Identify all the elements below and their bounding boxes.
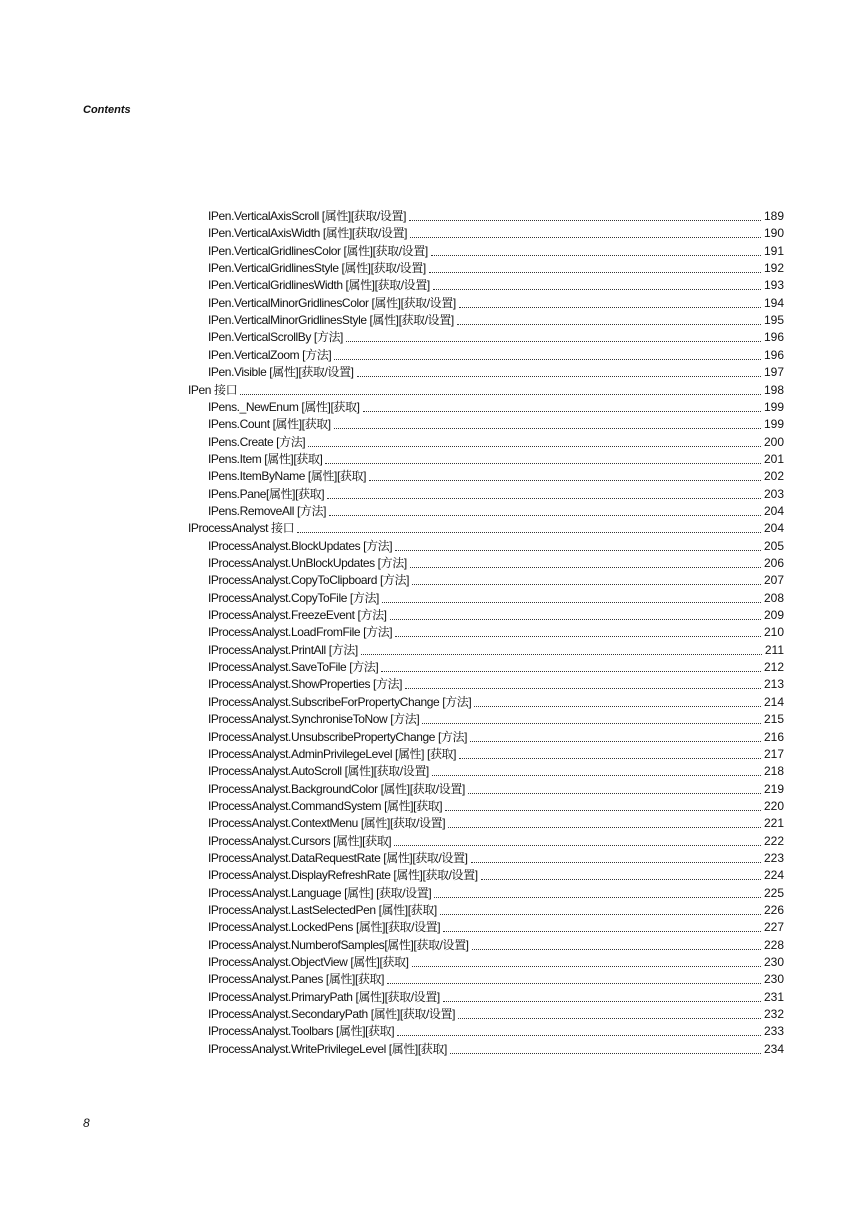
toc-entry-label: IProcessAnalyst.Cursors [属性][获取]: [208, 833, 392, 848]
dot-leader: [472, 949, 761, 950]
toc-entry-label: IProcessAnalyst.FreezeEvent [方法]: [208, 608, 387, 623]
dot-leader: [431, 255, 761, 256]
dot-leader: [395, 636, 761, 637]
dot-leader: [308, 446, 761, 447]
toc-entry-label: IProcessAnalyst.SynchroniseToNow [方法]: [208, 712, 420, 727]
toc-entry-label: IProcessAnalyst.DataRequestRate [属性][获取/设置]: [208, 850, 468, 865]
dot-leader: [458, 1018, 761, 1019]
toc-entry[interactable]: [208, 954, 784, 971]
dot-leader: [410, 237, 761, 238]
toc-entry[interactable]: [208, 295, 784, 312]
dot-leader: [448, 827, 761, 828]
dot-leader: [459, 307, 761, 308]
toc-entry-page-number: 220: [763, 798, 784, 813]
toc-entry[interactable]: [208, 694, 784, 711]
dot-leader: [459, 758, 761, 759]
toc-entry-page-number: 228: [763, 937, 784, 952]
dot-leader: [329, 515, 761, 516]
toc-entry-label: IProcessAnalyst.WritePrivilegeLevel [属性][获取]: [208, 1041, 447, 1056]
toc-entry-label: IPens.Count [属性][获取]: [208, 417, 331, 432]
toc-entry[interactable]: [208, 833, 784, 850]
toc-entry-label: IPens.RemoveAll [方法]: [208, 503, 327, 518]
toc-entry-label: IProcessAnalyst.ContextMenu [属性][获取/设置]: [208, 816, 446, 831]
dot-leader: [363, 411, 761, 412]
dot-leader: [390, 619, 761, 620]
toc-entry[interactable]: [208, 989, 784, 1006]
toc-entry[interactable]: [208, 919, 784, 936]
toc-entry-label: IPens.Create [方法]: [208, 434, 306, 449]
page-number: 8: [83, 1116, 90, 1130]
toc-entry-page-number: 191: [763, 243, 784, 258]
dot-leader: [412, 584, 761, 585]
dot-leader: [346, 341, 761, 342]
toc-entry-page-number: 230: [763, 955, 784, 970]
toc-entry-label: IPens.ItemByName [属性][获取]: [208, 469, 367, 484]
toc-entry-label: IProcessAnalyst.LastSelectedPen [属性][获取]: [208, 903, 437, 917]
dot-leader: [440, 914, 761, 915]
toc-entry-page-number: 211: [764, 642, 784, 657]
toc-entry[interactable]: [208, 1041, 784, 1058]
toc-entry-page-number: 213: [763, 677, 784, 692]
toc-entry-page-number: 217: [763, 746, 784, 761]
toc-entry-page-number: 230: [763, 972, 784, 987]
toc-entry-label: IProcessAnalyst.AdminPrivilegeLevel [属性] [获取]: [208, 746, 457, 761]
toc-entry-label: IProcessAnalyst.ShowProperties [方法]: [208, 677, 403, 692]
toc-entry-label: IProcessAnalyst.CopyToClipboard [方法]: [208, 573, 410, 588]
toc-entry-label: IProcessAnalyst.AutoScroll [属性][获取/设置]: [208, 764, 429, 779]
toc-entry[interactable]: [208, 711, 784, 728]
toc-entry[interactable]: [208, 642, 784, 659]
toc-entry-label: IProcessAnalyst.BlockUpdates [方法]: [208, 538, 393, 553]
toc-entry-page-number: 223: [763, 850, 784, 865]
toc-entry-label: IProcessAnalyst.CommandSystem [属性][获取]: [208, 798, 443, 813]
toc-entry[interactable]: [208, 347, 784, 364]
toc-entry-page-number: 225: [763, 885, 784, 900]
toc-entry[interactable]: [208, 676, 784, 693]
dot-leader: [405, 688, 761, 689]
dot-leader: [381, 671, 761, 672]
toc-entry-page-number: 216: [763, 729, 784, 744]
toc-entry-label: IPen.VerticalZoom [方法]: [208, 347, 332, 362]
dot-leader: [470, 741, 761, 742]
toc-entry[interactable]: [208, 729, 784, 746]
toc-entry[interactable]: [208, 451, 784, 468]
toc-entry[interactable]: [208, 329, 784, 346]
dot-leader: [429, 272, 761, 273]
page-header-title: Contents: [83, 104, 131, 116]
toc-entry-label: IProcessAnalyst.Language [属性] [获取/设置]: [208, 885, 432, 900]
toc-entry-page-number: 189: [763, 209, 784, 223]
toc-entry-label: IProcessAnalyst.PrintAll [方法]: [208, 642, 358, 657]
toc-entry[interactable]: [208, 468, 784, 485]
toc-entry[interactable]: [208, 590, 784, 607]
toc-entry-label: IPen.Visible [属性][获取/设置]: [208, 365, 354, 380]
toc-entry[interactable]: [208, 763, 784, 780]
toc-entry[interactable]: [208, 867, 784, 884]
dot-leader: [334, 428, 761, 429]
dot-leader: [410, 567, 761, 568]
toc-entry[interactable]: [208, 798, 784, 815]
toc-entry[interactable]: [208, 624, 784, 641]
dot-leader: [394, 845, 761, 846]
toc-entry[interactable]: [208, 555, 784, 572]
toc-entry-page-number: 214: [763, 694, 784, 709]
toc-entry-page-number: 199: [763, 399, 784, 414]
toc-entry-label: IProcessAnalyst.PrimaryPath [属性][获取/设置]: [208, 989, 440, 1004]
toc-entry-label: IProcessAnalyst.UnBlockUpdates [方法]: [208, 556, 407, 570]
dot-leader: [468, 793, 761, 794]
toc-entry-label: IProcessAnalyst.Toolbars [属性][获取]: [208, 1024, 395, 1039]
dot-leader: [325, 463, 761, 464]
dot-leader: [369, 480, 761, 481]
toc-entry[interactable]: [208, 902, 784, 919]
toc-entry-page-number: 222: [763, 833, 784, 848]
toc-entry-page-number: 197: [763, 365, 784, 380]
toc-entry-label: IPen.VerticalGridlinesWidth [属性][获取/设置]: [208, 278, 430, 293]
toc-entry-label: IProcessAnalyst.SaveToFile [方法]: [208, 660, 379, 675]
toc-entry[interactable]: [208, 312, 784, 329]
dot-leader: [412, 966, 761, 967]
toc-entry[interactable]: [208, 885, 784, 902]
dot-leader: [361, 654, 762, 655]
toc-entry-page-number: 200: [763, 434, 784, 449]
toc-entry-label: IPen.VerticalScrollBy [方法]: [208, 330, 343, 345]
dot-leader: [450, 1053, 761, 1054]
toc-entry-page-number: 194: [763, 295, 784, 310]
toc-entry-label: IProcessAnalyst.LoadFromFile [方法]: [208, 625, 393, 640]
toc-entry-label: IPen.VerticalAxisScroll [属性][获取/设置]: [208, 209, 407, 223]
dot-leader: [443, 931, 761, 932]
toc-entry[interactable]: [208, 781, 784, 798]
toc-entry-label: IProcessAnalyst 接口: [188, 521, 295, 536]
toc-entry-page-number: 196: [763, 347, 784, 362]
toc-entry[interactable]: [208, 277, 784, 294]
toc-entry-page-number: 210: [763, 625, 784, 640]
dot-leader: [397, 1035, 761, 1036]
toc-entry-page-number: 193: [763, 278, 784, 293]
toc-entry-label: IPens.Pane[属性][获取]: [208, 486, 325, 501]
toc-entry-label: IProcessAnalyst.Panes [属性][获取]: [208, 972, 385, 987]
dot-leader: [334, 359, 761, 360]
toc-entry[interactable]: [208, 971, 784, 988]
toc-entry[interactable]: [208, 243, 784, 260]
toc-entry-page-number: 196: [763, 330, 784, 345]
dot-leader: [395, 550, 761, 551]
dot-leader: [445, 810, 761, 811]
toc-entry-page-number: 224: [763, 868, 784, 883]
toc-entry-page-number: 227: [763, 920, 784, 935]
toc-entry-page-number: 201: [763, 451, 784, 466]
toc-entry[interactable]: [208, 850, 784, 867]
toc-entry-label: IProcessAnalyst.SecondaryPath [属性][获取/设置]: [208, 1007, 456, 1022]
toc-entry-page-number: 221: [763, 816, 784, 831]
toc-entry-page-number: 219: [763, 781, 784, 796]
toc-entry-label: IProcessAnalyst.DisplayRefreshRate [属性][获取/设置]: [208, 868, 478, 883]
toc-entry-label: IProcessAnalyst.CopyToFile [方法]: [208, 590, 379, 605]
toc-entry-page-number: 204: [763, 503, 784, 518]
toc-entry-label: IPens.Item [属性][获取]: [208, 451, 323, 466]
toc-entry[interactable]: [208, 364, 784, 381]
toc-entry-page-number: 192: [763, 261, 784, 276]
toc-entry[interactable]: [208, 659, 784, 676]
toc-entry[interactable]: [208, 937, 784, 954]
dot-leader: [434, 897, 761, 898]
toc-entry[interactable]: [208, 503, 784, 520]
toc-entry[interactable]: [208, 486, 784, 503]
toc-section-entry[interactable]: [188, 520, 784, 537]
toc-entry-page-number: 206: [763, 556, 784, 570]
toc-entry-label: IPen.VerticalMinorGridlinesColor [属性][获取/设置]: [208, 295, 456, 310]
toc-section-entry[interactable]: [188, 382, 784, 399]
toc-entry-page-number: 226: [763, 903, 784, 917]
toc-entry-label: IPen.VerticalAxisWidth [属性][获取/设置]: [208, 226, 408, 241]
toc-entry[interactable]: [208, 225, 784, 242]
dot-leader: [422, 723, 761, 724]
toc-entry-label: IPen.VerticalGridlinesStyle [属性][获取/设置]: [208, 261, 426, 276]
dot-leader: [432, 775, 761, 776]
dot-leader: [443, 1001, 761, 1002]
toc-entry-page-number: 218: [763, 764, 784, 779]
dot-leader: [457, 324, 761, 325]
toc-entry-page-number: 208: [763, 590, 784, 605]
toc-entry[interactable]: [208, 746, 784, 763]
toc-entry-page-number: 190: [763, 226, 784, 241]
toc-entry-label: IPen 接口: [188, 382, 238, 397]
toc-entry[interactable]: [208, 815, 784, 832]
toc-entry[interactable]: [208, 416, 784, 433]
dot-leader: [471, 862, 761, 863]
toc-entry[interactable]: [208, 434, 784, 451]
toc-entry-page-number: 203: [763, 486, 784, 501]
toc-entry[interactable]: [208, 607, 784, 624]
toc-entry-page-number: 199: [763, 417, 784, 432]
toc-entry-label: IProcessAnalyst.SubscribeForPropertyChange [方法]: [208, 694, 472, 709]
toc-entry-page-number: 195: [763, 313, 784, 328]
toc-entry[interactable]: [208, 260, 784, 277]
toc-entry-page-number: 233: [763, 1024, 784, 1039]
dot-leader: [357, 376, 761, 377]
dot-leader: [382, 602, 761, 603]
toc-entry-page-number: 231: [763, 989, 784, 1004]
toc-entry-page-number: 232: [763, 1007, 784, 1022]
toc-entry[interactable]: [208, 1023, 784, 1040]
dot-leader: [433, 289, 761, 290]
dot-leader: [297, 532, 761, 533]
toc-entry-page-number: 198: [763, 382, 784, 397]
toc-entry[interactable]: [208, 538, 784, 555]
toc-entry-label: IProcessAnalyst.LockedPens [属性][获取/设置]: [208, 920, 441, 935]
toc-entry-label: IProcessAnalyst.BackgroundColor [属性][获取/设置]: [208, 781, 465, 796]
toc-entry-label: IPen.VerticalGridlinesColor [属性][获取/设置]: [208, 243, 428, 258]
dot-leader: [327, 498, 761, 499]
toc-entry[interactable]: [208, 1006, 784, 1023]
toc-entry-page-number: 205: [763, 538, 784, 553]
toc-entry-label: IPen.VerticalMinorGridlinesStyle [属性][获取/设置]: [208, 313, 454, 328]
dot-leader: [409, 220, 761, 221]
toc-entry-page-number: 212: [763, 660, 784, 675]
toc-entry-page-number: 207: [763, 573, 784, 588]
dot-leader: [481, 879, 761, 880]
toc-entry[interactable]: [208, 572, 784, 589]
dot-leader: [387, 983, 761, 984]
toc-entry-label: IProcessAnalyst.NumberofSamples[属性][获取/设置]: [208, 937, 469, 952]
toc-entry-page-number: 202: [763, 469, 784, 484]
toc-entry-page-number: 215: [763, 712, 784, 727]
dot-leader: [240, 394, 761, 395]
toc-entry[interactable]: [208, 399, 784, 416]
dot-leader: [474, 706, 761, 707]
toc-entry-label: IProcessAnalyst.ObjectView [属性][获取]: [208, 955, 409, 970]
toc-entry[interactable]: [208, 208, 784, 225]
toc-entry-page-number: 204: [763, 521, 784, 536]
toc-entry-page-number: 209: [763, 608, 784, 623]
toc-entry-page-number: 234: [763, 1041, 784, 1056]
toc-entry-label: IPens._NewEnum [属性][获取]: [208, 399, 360, 414]
toc-entry-label: IProcessAnalyst.UnsubscribePropertyChange [方法]: [208, 729, 468, 744]
